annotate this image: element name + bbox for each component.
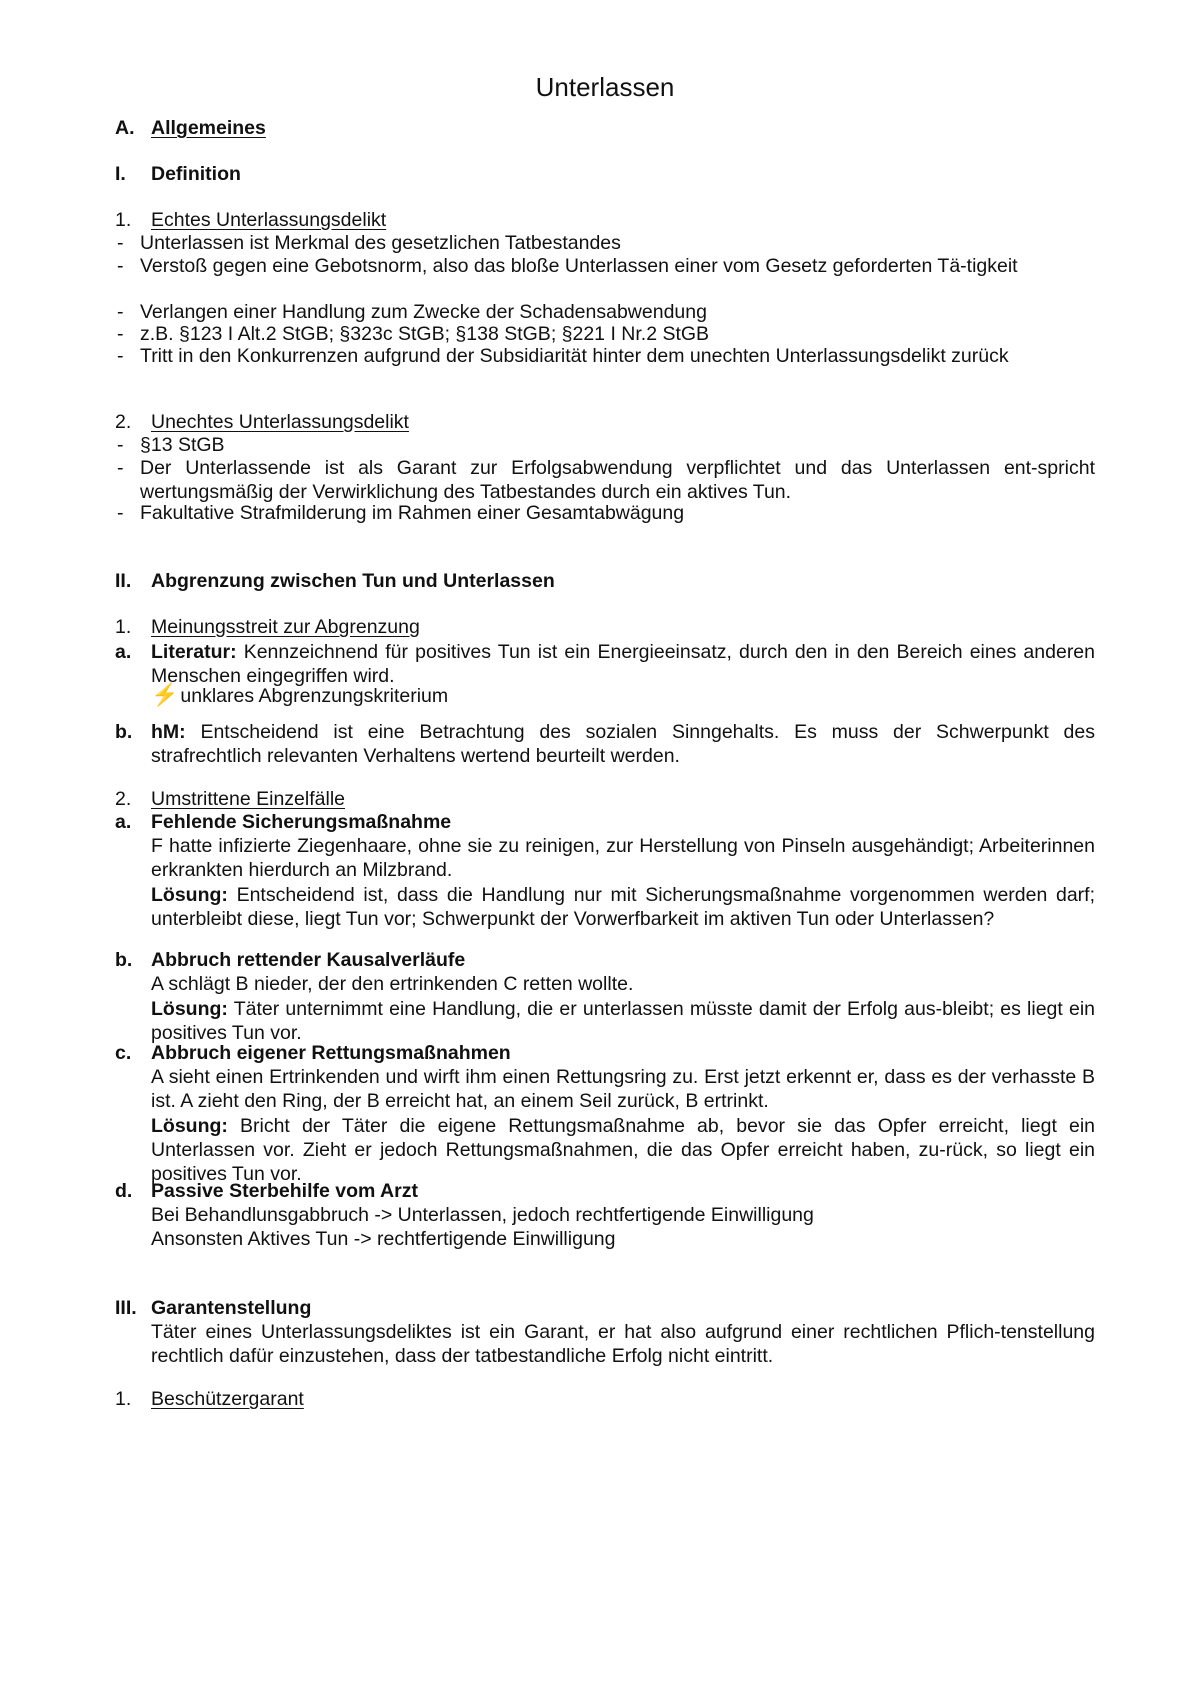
- subsection-einzelfaelle-marker: 2.: [115, 788, 132, 810]
- case-facts: A sieht einen Ertrinkenden und wirft ihm einen Rettungsring zu. Erst jetzt erkennt er, dass es der verhasste B ist. A zieht den Ring, der B erreicht hat, an einem Seil zurück, B ertrinkt.: [151, 1066, 1095, 1112]
- subsection-einzelfaelle-heading: Umstrittene Einzelfälle: [151, 788, 345, 810]
- section-iii-heading: Garantenstellung: [151, 1297, 312, 1319]
- lightning-icon: ⚡: [151, 682, 179, 707]
- bullet-text: Verlangen einer Handlung zum Zwecke der Schadensabwendung: [140, 301, 707, 323]
- subsection-unechtes-heading: Unechtes Unterlassungsdelikt: [151, 411, 409, 433]
- case-marker: c.: [115, 1042, 132, 1064]
- case-marker: b.: [115, 949, 133, 971]
- bullet-text: z.B. §123 I Alt.2 StGB; §323c StGB; §138 StGB; §221 I Nr.2 StGB: [140, 323, 710, 345]
- case-marker: a.: [115, 811, 132, 833]
- case-solution: [151, 1114, 1095, 1186]
- case-heading: Abbruch rettender Kausalverläufe: [151, 949, 466, 971]
- opinion-marker: b.: [115, 721, 133, 743]
- subsection-meinungsstreit-heading: Meinungsstreit zur Abgrenzung: [151, 616, 420, 638]
- section-ii-heading: Abgrenzung zwischen Tun und Unterlassen: [151, 570, 555, 592]
- opinion-body: Entscheidend ist eine Betrachtung des sozialen Sinngehalts. Es muss der Schwerpunkt des strafrechtlich relevanten Verhaltens wertend beurteilt werden.: [151, 721, 1095, 767]
- case-heading: Fehlende Sicherungsmaßnahme: [151, 811, 452, 833]
- solution-text: Bricht der Täter die eigene Rettungsmaßnahme ab, bevor sie das Opfer erreicht, liegt ein Unterlassen vor. Zieht er jedoch Rettungsmaßnahmen, die das Opfer erreicht haben, zu-rück, so liegt ein positives Tun vor.: [151, 1115, 1095, 1185]
- case-facts: A schlägt B nieder, der den ertrinkenden C retten wollte.: [151, 973, 634, 995]
- subsection-echtes-heading: Echtes Unterlassungsdelikt: [151, 209, 387, 231]
- section-i-heading: Definition: [151, 163, 241, 185]
- case-line: Bei Behandlunsgabbruch -> Unterlassen, jedoch rechtfertigende Einwilligung: [151, 1204, 814, 1226]
- section-i-marker: I.: [115, 163, 126, 185]
- opinion-body: Kennzeichnend für positives Tun ist ein Energieeinsatz, durch den in den Bereich eines anderen Menschen eingegriffen wird.: [151, 641, 1095, 687]
- bullet-text: Der Unterlassende ist als Garant zur Erfolgsabwendung verpflichtet und das Unterlassen ent-spricht wertungsmäßig der Verwirklichung des Tatbestandes durch ein aktives Tun.: [140, 457, 1095, 503]
- opinion-marker: a.: [115, 641, 132, 663]
- opinion-label: hM:: [151, 721, 186, 743]
- section-iii-marker: III.: [115, 1297, 137, 1319]
- opinion-text: [151, 640, 1095, 688]
- section-ii-marker: II.: [115, 570, 132, 592]
- bullet-text: Tritt in den Konkurrenzen aufgrund der Subsidiarität hinter dem unechten Unterlassungsdelikt zurück: [140, 345, 1009, 367]
- bullet-text: Fakultative Strafmilderung im Rahmen einer Gesamtabwägung: [140, 502, 685, 524]
- critique-text: unklares Abgrenzungskriterium: [180, 685, 449, 707]
- bullet-text: Unterlassen ist Merkmal des gesetzlichen Tatbestandes: [140, 232, 621, 254]
- solution-text: Entscheidend ist, dass die Handlung nur mit Sicherungsmaßnahme vorgenommen werden darf; unterbleibt diese, liegt Tun vor; Schwerpunkt der Vorwerfbarkeit im aktiven Tun oder Unterlassen?: [151, 884, 1095, 930]
- section-a-marker: A.: [115, 117, 135, 139]
- case-line: Ansonsten Aktives Tun -> rechtfertigende Einwilligung: [151, 1228, 616, 1250]
- opinion-label: Literatur:: [151, 641, 237, 663]
- solution-text: Täter unternimmt eine Handlung, die er unterlassen müsste damit der Erfolg aus-bleibt; es liegt ein positives Tun vor.: [151, 998, 1095, 1044]
- case-heading: Abbruch eigener Rettungsmaßnahmen: [151, 1042, 511, 1064]
- case-marker: d.: [115, 1180, 133, 1202]
- subsection-echtes-marker: 1.: [115, 209, 132, 231]
- case-solution: [151, 997, 1095, 1045]
- subsection-unechtes-marker: 2.: [115, 411, 132, 433]
- solution-label: Lösung:: [151, 884, 228, 906]
- bullet-text: Verstoß gegen eine Gebotsnorm, also das bloße Unterlassen einer vom Gesetz geforderten Tä-tigkeit: [140, 255, 1018, 277]
- bullet-text: §13 StGB: [140, 434, 225, 456]
- case-facts: F hatte infizierte Ziegenhaare, ohne sie zu reinigen, zur Herstellung von Pinseln ausgehändigt; Arbeiterinnen erkrankten hierdurch an Milzbrand.: [151, 835, 1095, 881]
- page-title: Unterlassen: [535, 72, 675, 102]
- subsection-meinungsstreit-marker: 1.: [115, 616, 132, 638]
- case-solution: [151, 883, 1095, 931]
- opinion-text: [151, 720, 1095, 768]
- solution-label: Lösung:: [151, 1115, 228, 1137]
- subsection-beschuetzer-heading: Beschützergarant: [151, 1388, 304, 1410]
- case-heading: Passive Sterbehilfe vom Arzt: [151, 1180, 418, 1202]
- solution-label: Lösung:: [151, 998, 228, 1020]
- section-a-heading: Allgemeines: [151, 117, 266, 139]
- subsection-beschuetzer-marker: 1.: [115, 1388, 132, 1410]
- section-iii-text: Täter eines Unterlassungsdeliktes ist ein Garant, er hat also aufgrund einer rechtlichen Pflich-tenstellung rechtlich dafür einzustehen, dass der tatbestandliche Erfolg nicht eintritt.: [151, 1321, 1095, 1367]
